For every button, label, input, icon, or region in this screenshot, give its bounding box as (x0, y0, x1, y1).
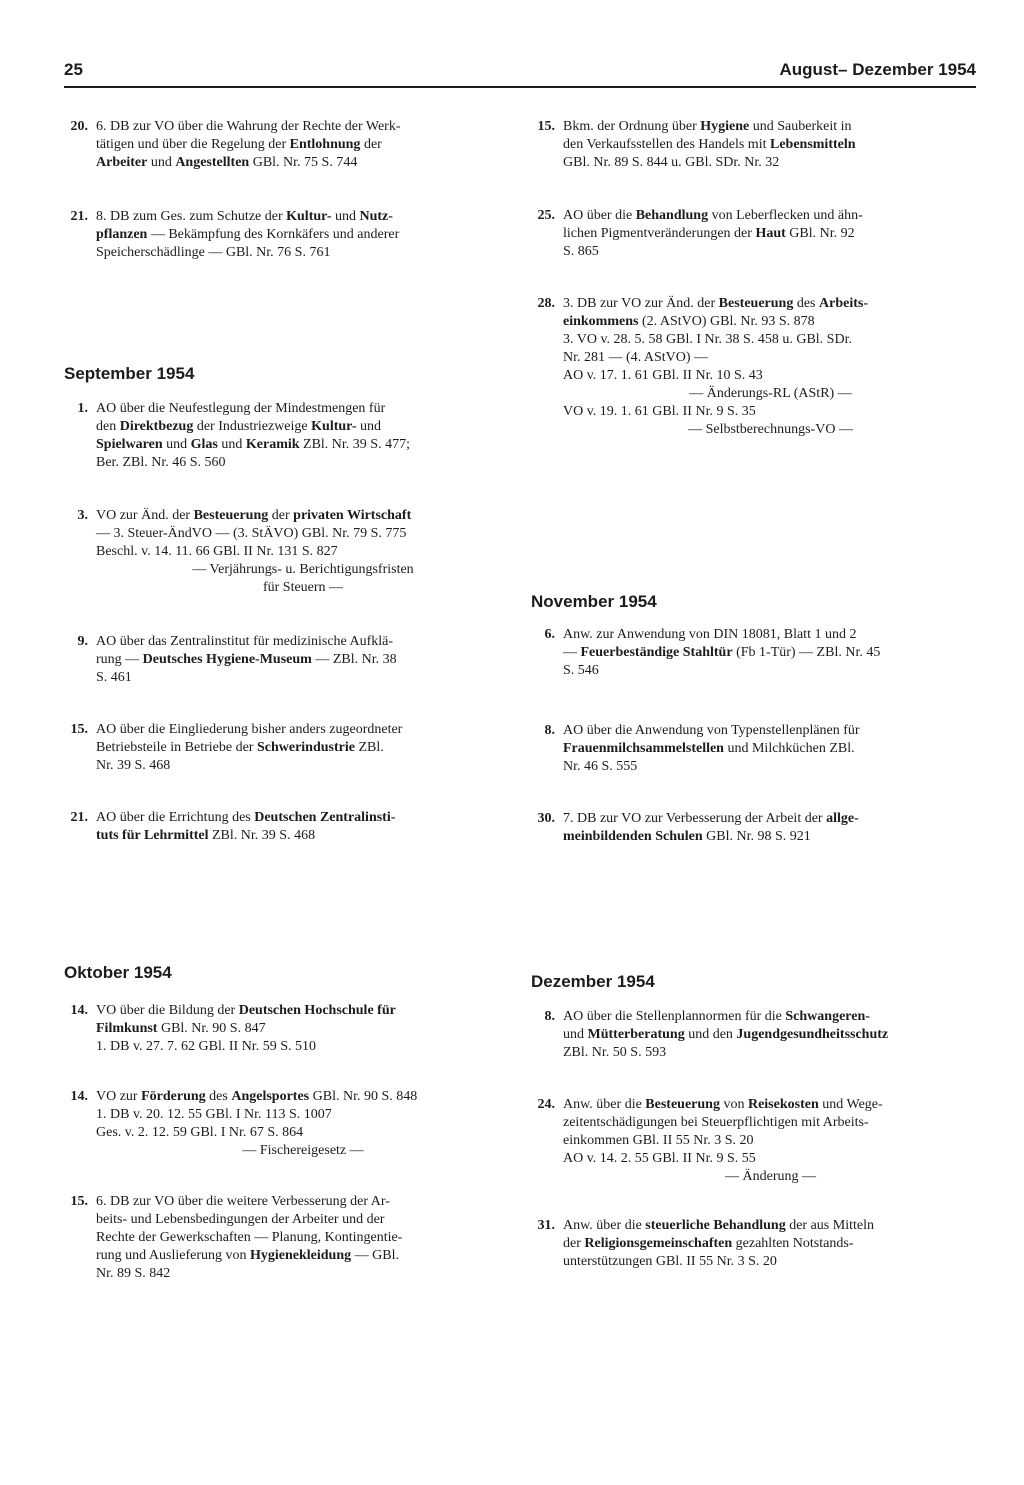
text-run: Nr. 39 S. 468 (96, 758, 171, 773)
entry-day-number: 20. (70, 119, 88, 134)
entry-text-line (563, 1008, 978, 1026)
entry-text-line (96, 118, 510, 136)
text-run: ZBl. Nr. 39 S. 477; (299, 437, 410, 452)
entry-day-number: 15. (537, 119, 555, 134)
keyword: einkommens (563, 314, 639, 329)
keyword: Arbeits- (819, 296, 868, 311)
entry-body (96, 721, 510, 775)
keyword: Kultur- (311, 419, 357, 434)
keyword: Filmkunst (96, 1021, 158, 1036)
entry-day-number: 8. (544, 723, 555, 738)
entry-text-line (96, 436, 510, 454)
keyword: Deutschen Hochschule für (238, 1003, 396, 1018)
text-run: und (356, 419, 382, 434)
entry-text-line (96, 226, 510, 244)
keyword: Frauenmilchsammelstellen (563, 741, 724, 756)
entry-text-line (96, 1211, 510, 1229)
text-run: der Industriezweige (193, 419, 312, 434)
keyword: Entlohnung (289, 137, 361, 152)
entry-body (563, 626, 978, 680)
text-run: S. 546 (563, 663, 599, 678)
text-run: Ber. ZBl. Nr. 46 S. 560 (96, 455, 226, 470)
text-run: der (268, 508, 294, 523)
keyword: Jugendgesundheitsschutz (736, 1027, 889, 1042)
keyword: pflanzen (96, 227, 148, 242)
entry-text-line (563, 225, 978, 243)
entry-text-line (563, 1150, 978, 1168)
entry-text-line (563, 662, 978, 680)
keyword: Förderung (141, 1089, 206, 1104)
text-run: — GBl. (351, 1248, 399, 1263)
text-run: rung und Auslieferung von (96, 1248, 250, 1263)
entry-day-number: 15. (70, 722, 88, 737)
entry-text-line (96, 208, 510, 226)
entry-text-line (563, 1026, 978, 1044)
text-run: 1. DB v. 20. 12. 55 GBl. I Nr. 113 S. 1007 (96, 1107, 332, 1122)
entry-body (96, 1002, 510, 1056)
entry-text-line (96, 651, 510, 669)
text-run: zeitentschädigungen bei Steuerpflichtigen mit Arbeits- (563, 1115, 869, 1130)
entry-text-line (96, 400, 510, 418)
reference-note: für Steuern — (262, 580, 344, 595)
entry-text-line (96, 809, 510, 827)
entry-body (563, 1008, 978, 1062)
text-run: ZBl. Nr. 50 S. 593 (563, 1045, 667, 1060)
keyword: Schwangeren- (785, 1009, 870, 1024)
entry-text-line (563, 758, 978, 776)
entry-text-line (96, 757, 510, 775)
text-run: 3. DB zur VO zur Änd. der (563, 296, 719, 311)
entry-day-number: 21. (70, 810, 88, 825)
reference-note: — Änderungs-RL (AStR) — (689, 386, 852, 401)
entry-text-line (563, 295, 978, 313)
section-heading-september: September 1954 (64, 364, 195, 383)
entry-text-line (563, 331, 978, 349)
text-run: AO v. 17. 1. 61 GBl. II Nr. 10 S. 43 (563, 368, 763, 383)
text-run: Nr. 281 — (4. AStVO) — (563, 350, 709, 365)
text-run: von (719, 1097, 748, 1112)
text-run: (2. AStVO) GBl. Nr. 93 S. 878 (638, 314, 815, 329)
text-run: Ges. v. 2. 12. 59 GBl. I Nr. 67 S. 864 (96, 1125, 304, 1140)
keyword: Angelsportes (231, 1089, 310, 1104)
text-run: und (563, 1027, 588, 1042)
text-run: einkommen GBl. II 55 Nr. 3 S. 20 (563, 1133, 754, 1148)
text-run: VO v. 19. 1. 61 GBl. II Nr. 9 S. 35 (563, 404, 756, 419)
entry-body (563, 722, 978, 776)
keyword: Besteuerung (193, 508, 269, 523)
reference-note: — Änderung — (725, 1169, 816, 1184)
text-run: Beschl. v. 14. 11. 66 GBl. II Nr. 131 S. 827 (96, 544, 338, 559)
text-run: GBl. Nr. 90 S. 847 (157, 1021, 266, 1036)
reference-note: — Selbstberechnungs-VO — (688, 422, 853, 437)
text-run: 6. DB zur VO über die weitere Verbesserung der Ar- (96, 1194, 390, 1209)
entry-text-line (96, 827, 510, 845)
entry-day-number: 31. (537, 1218, 555, 1233)
entry-text-line (563, 1235, 978, 1253)
keyword: Spielwaren (96, 437, 163, 452)
section-heading-oktober: Oktober 1954 (64, 963, 172, 982)
text-run: — ZBl. Nr. 38 (311, 652, 397, 667)
entry-text-line (96, 418, 510, 436)
keyword: Kultur- (286, 209, 332, 224)
keyword: Keramik (245, 437, 300, 452)
keyword: privaten Wirtschaft (293, 508, 412, 523)
text-run: der aus Mitteln (785, 1218, 874, 1233)
entry-text-line (563, 1217, 978, 1235)
entry-day-number: 3. (77, 508, 88, 523)
entry-text-line (563, 1114, 978, 1132)
entry-text-line (563, 1132, 978, 1150)
keyword: Hygienekleidung (249, 1248, 352, 1263)
keyword: steuerliche Behandlung (645, 1218, 786, 1233)
entry-text-line (96, 1229, 510, 1247)
entry-text-line (96, 633, 510, 651)
text-run: — 3. Steuer-ÄndVO — (3. StÄVO) GBl. Nr. 79 S. 775 (96, 526, 407, 541)
entry-text-line (96, 1002, 510, 1020)
text-run: Nr. 46 S. 555 (563, 759, 638, 774)
text-run: GBl. Nr. 92 (785, 226, 855, 241)
keyword: Behandlung (635, 208, 709, 223)
entry-text-line (96, 1247, 510, 1265)
entry-body (96, 208, 510, 262)
text-run: beits- und Lebensbedingungen der Arbeiter und der (96, 1212, 385, 1227)
entry-text-line (563, 722, 978, 740)
entry-text-line (96, 1020, 510, 1038)
text-run: GBl. Nr. 75 S. 744 (249, 155, 358, 170)
text-run: ZBl. Nr. 39 S. 468 (208, 828, 316, 843)
text-run: 8. DB zum Ges. zum Schutze der (96, 209, 287, 224)
entry-text-line (96, 525, 510, 543)
text-run: und Sauberkeit in (749, 119, 852, 134)
text-run: Betriebsteile in Betriebe der (96, 740, 257, 755)
entry-day-number: 9. (77, 634, 88, 649)
text-run: 7. DB zur VO zur Verbesserung der Arbeit der (563, 811, 827, 826)
entry-text-line (96, 244, 510, 262)
entry-day-number: 8. (544, 1009, 555, 1024)
entry-text-line (96, 1106, 510, 1124)
text-run: AO v. 14. 2. 55 GBl. II Nr. 9 S. 55 (563, 1151, 756, 1166)
text-run: AO über die Neufestlegung der Mindestmengen für (96, 401, 386, 416)
text-run: ZBl. (354, 740, 384, 755)
text-run: 1. DB v. 27. 7. 62 GBl. II Nr. 59 S. 510 (96, 1039, 316, 1054)
entry-text-line (563, 207, 978, 225)
entry-text-line (96, 136, 510, 154)
reference-note: — Verjährungs- u. Berichtigungsfristen (192, 562, 414, 577)
keyword: Schwerindustrie (256, 740, 355, 755)
text-run: unterstützungen GBl. II 55 Nr. 3 S. 20 (563, 1254, 777, 1269)
text-run: S. 461 (96, 670, 132, 685)
entry-text-line (563, 1253, 978, 1271)
text-run: AO über die (563, 208, 636, 223)
text-run: Anw. über die (563, 1097, 646, 1112)
keyword: allge- (826, 811, 859, 826)
text-run: lichen Pigmentveränderungen der (563, 226, 756, 241)
keyword: Deutsches Hygiene-Museum (142, 652, 312, 667)
entry-body (96, 507, 510, 597)
entry-body (96, 1088, 510, 1160)
entry-text-line (96, 1038, 510, 1056)
keyword: Besteuerung (645, 1097, 720, 1112)
keyword: Angestellten (175, 155, 250, 170)
text-run: von Leberflecken und ähn- (708, 208, 863, 223)
text-run: AO über das Zentralinstitut für medizinische Aufklä- (96, 634, 394, 649)
keyword: Arbeiter (96, 155, 148, 170)
entry-text-line (96, 1124, 510, 1142)
text-run: und (217, 437, 246, 452)
entry-text-line (563, 118, 978, 136)
reference-note: — Fischereigesetz — (242, 1143, 364, 1158)
entry-text-line (563, 313, 978, 331)
text-run: Anw. zur Anwendung von DIN 18081, Blatt 1 und 2 (563, 627, 857, 642)
entry-text-line (563, 349, 978, 367)
text-run: 6. DB zur VO über die Wahrung der Rechte der Werk- (96, 119, 401, 134)
entry-body (96, 118, 510, 172)
entry-day-number: 21. (70, 209, 88, 224)
entry-day-number: 28. (537, 296, 555, 311)
text-run: 3. VO v. 28. 5. 58 GBl. I Nr. 38 S. 458 u. GBl. SDr. (563, 332, 852, 347)
entry-body (563, 810, 978, 846)
text-run: Rechte der Gewerkschaften — Planung, Kontingentie- (96, 1230, 403, 1245)
entry-body (96, 633, 510, 687)
entry-day-number: 1. (77, 401, 88, 416)
entry-text-line (96, 543, 510, 561)
entry-day-number: 24. (537, 1097, 555, 1112)
entry-body (563, 295, 978, 439)
text-run: AO über die Anwendung von Typenstellenplänen für (563, 723, 860, 738)
entry-text-line (563, 810, 978, 828)
entry-body (563, 1217, 978, 1271)
section-heading-november: November 1954 (531, 592, 657, 611)
entry-body (563, 118, 978, 172)
text-run: S. 865 (563, 244, 599, 259)
entry-day-number: 14. (70, 1089, 88, 1104)
keyword: Lebensmitteln (769, 137, 856, 152)
text-run: AO über die Eingliederung bisher anders zugeordneter (96, 722, 403, 737)
entry-body (96, 400, 510, 472)
text-run: und Wege- (818, 1097, 883, 1112)
entry-day-number: 30. (537, 811, 555, 826)
keyword: Deutschen Zentralinsti- (254, 810, 396, 825)
entry-text-line (563, 1044, 978, 1062)
entry-body (96, 809, 510, 845)
keyword: tuts für Lehrmittel (96, 828, 209, 843)
text-run: VO über die Bildung der (96, 1003, 239, 1018)
text-run: GBl. Nr. 89 S. 844 u. GBl. SDr. Nr. 32 (563, 155, 780, 170)
text-run: des (793, 296, 819, 311)
entry-text-line (96, 154, 510, 172)
entry-day-number: 25. (537, 208, 555, 223)
entry-text-line (96, 1088, 510, 1106)
text-run: — (563, 645, 581, 660)
keyword: Mütterberatung (587, 1027, 685, 1042)
entry-text-line (563, 626, 978, 644)
keyword: Glas (190, 437, 218, 452)
keyword: Reisekosten (747, 1097, 819, 1112)
text-run: und (331, 209, 360, 224)
entry-day-number: 6. (544, 627, 555, 642)
entry-text-line (563, 367, 978, 385)
text-run: Speicherschädlinge — GBl. Nr. 76 S. 761 (96, 245, 331, 260)
text-run: der (360, 137, 382, 152)
text-run: Bkm. der Ordnung über (563, 119, 701, 134)
text-run: des (205, 1089, 232, 1104)
keyword: Hygiene (700, 119, 750, 134)
entry-day-number: 14. (70, 1003, 88, 1018)
text-run: tätigen und über die Regelung der (96, 137, 290, 152)
text-run: rung — (96, 652, 143, 667)
page-date-range: August– Dezember 1954 (779, 60, 976, 79)
entry-text-line (563, 828, 978, 846)
text-run: gezahlten Notstands- (732, 1236, 854, 1251)
keyword: Feuerbeständige Stahltür (580, 645, 733, 660)
keyword: Direktbezug (119, 419, 194, 434)
section-heading-dezember: Dezember 1954 (531, 972, 655, 991)
entry-body (96, 1193, 510, 1283)
text-run: (Fb 1-Tür) — ZBl. Nr. 45 (732, 645, 881, 660)
text-run: AO über die Errichtung des (96, 810, 255, 825)
entry-text-line (96, 507, 510, 525)
entry-text-line (96, 1265, 510, 1283)
text-run: den Verkaufsstellen des Handels mit (563, 137, 770, 152)
entry-body (563, 1096, 978, 1186)
keyword: Nutz- (359, 209, 393, 224)
text-run: und (147, 155, 176, 170)
entry-text-line (563, 1096, 978, 1114)
text-run: GBl. Nr. 98 S. 921 (702, 829, 811, 844)
text-run: und den (684, 1027, 737, 1042)
page-number: 25 (64, 60, 83, 79)
entry-text-line (96, 739, 510, 757)
keyword: Haut (755, 226, 786, 241)
keyword: Besteuerung (718, 296, 794, 311)
text-run: den (96, 419, 120, 434)
text-run: VO zur Änd. der (96, 508, 194, 523)
entry-text-line (563, 644, 978, 662)
text-run: GBl. Nr. 90 S. 848 (309, 1089, 418, 1104)
text-run: Nr. 89 S. 842 (96, 1266, 171, 1281)
text-run: der (563, 1236, 585, 1251)
entry-text-line (563, 403, 978, 421)
entry-text-line (96, 669, 510, 687)
text-run: VO zur (96, 1089, 142, 1104)
entry-day-number: 15. (70, 1194, 88, 1209)
entry-text-line (563, 243, 978, 261)
text-run: und (162, 437, 191, 452)
text-run: Anw. über die (563, 1218, 646, 1233)
entry-text-line (96, 1193, 510, 1211)
entry-text-line (96, 721, 510, 739)
entry-text-line (563, 740, 978, 758)
text-run: AO über die Stellenplannormen für die (563, 1009, 786, 1024)
entry-text-line (563, 136, 978, 154)
text-run: — Bekämpfung des Kornkäfers und anderer (147, 227, 400, 242)
text-run: und Milchküchen ZBl. (723, 741, 855, 756)
page-header (64, 58, 976, 88)
entry-body (563, 207, 978, 261)
keyword: Religionsgemeinschaften (584, 1236, 733, 1251)
entry-text-line (96, 454, 510, 472)
entry-text-line (563, 154, 978, 172)
keyword: meinbildenden Schulen (563, 829, 703, 844)
